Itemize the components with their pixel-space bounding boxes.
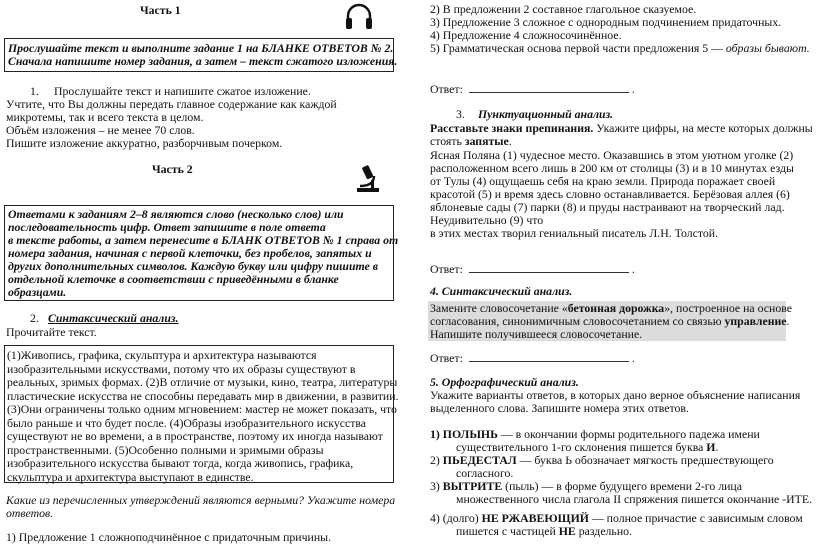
answer-label: Ответ: <box>430 262 463 276</box>
task1-line: Учтите, что Вы должны передать главное содержание как каждой <box>6 97 337 111</box>
part2-box-line: образцами. <box>8 285 67 299</box>
task1-instruction-box <box>4 38 398 72</box>
answer-option-5 <box>430 42 810 55</box>
t5o4-rest: — полное причастие с зависимым словом <box>588 511 803 525</box>
text-line: существуют не во времени, а в пространстве, поэтому их иногда называют <box>7 429 383 443</box>
t5o3-num: 3) <box>430 479 440 493</box>
task4-title: 4. Синтаксический анализ. <box>430 284 573 298</box>
task5-title: 5. Орфографический анализ. <box>430 375 579 389</box>
t5o1-l2-post: . <box>715 440 719 454</box>
answer-field[interactable] <box>469 351 629 362</box>
question-line: ответов. <box>6 506 54 520</box>
t5o4-num: 4) <box>430 511 440 525</box>
task3-instr2-post: . <box>508 134 512 148</box>
headphones-icon <box>344 2 374 32</box>
text-line: было раньше и что будет после. (4)Образы изобразительного искусства <box>7 415 367 430</box>
task5-option-4-l2 <box>456 525 632 538</box>
task2-number: 2. <box>30 311 39 325</box>
task4-line-3: Напишите получившееся словосочетание. <box>430 327 643 341</box>
t5o4-bold: НЕ РЖАВЕЮЩИЙ <box>481 511 589 525</box>
t5o3-bold: ВЫТРИТЕ <box>442 479 503 493</box>
task3-instruction-2 <box>430 135 512 148</box>
t5o3-rest: (пыль) — в форме будущего времени 2-го лица <box>502 479 742 493</box>
task3-number: 3. <box>456 107 465 121</box>
answer-row-2 <box>430 82 635 96</box>
task1-number: 1. <box>30 84 39 98</box>
task3-text-line: красотой (5) и время здесь словно останавливается. Берёзовая аллея (6) <box>430 187 790 201</box>
answer-dot: . <box>631 82 635 96</box>
task4-l2-pre: согласования, синонимичным словосочетанием со связью <box>430 314 725 328</box>
t5o4-l2-post: раздельно. <box>575 524 632 538</box>
text-line: (3)Они ограничены только одним мгновением: мастер не может показать, что <box>7 402 397 416</box>
answer-row-3 <box>430 262 635 276</box>
question-line: Какие из перечисленных утверждений являются верными? Укажите номера <box>6 493 396 507</box>
option5-text: 5) Грамматическая основа первой части предложения 5 — <box>430 41 726 55</box>
part2-title: Часть 2 <box>152 162 193 176</box>
task4-l2-post: . <box>786 314 790 328</box>
task2-title: Синтаксический анализ. <box>48 311 179 325</box>
text-line: изобразительными искусствами, потому что их образы существуют в <box>7 361 356 376</box>
task4-l1-pre: Замените словосочетание « <box>430 301 568 315</box>
t5o1-num: 1) <box>430 427 440 441</box>
part1-title: Часть 1 <box>140 3 181 17</box>
reading-text-box <box>4 345 399 484</box>
t5o1-l2-bold: И <box>706 440 716 454</box>
answer-dot: . <box>631 262 635 276</box>
t5o1-l2-pre: существительного 1-го склонения пишется буква <box>456 440 707 454</box>
text-line: реальных, зримых формах. (2)В отличие от музыки, кино, театра, литературы <box>7 375 398 389</box>
t5o4-l2-bold: НЕ <box>558 524 576 538</box>
task4-l1-bold: бетонная дорожка <box>567 301 665 315</box>
text-line: пластические искусства не способны передавать мир в движении, в развитии. <box>7 388 399 403</box>
task1-line: микротемы, так и всего текста в целом. <box>6 110 204 124</box>
part2-box-line: последовательность цифр. Ответ запишите в поле ответа <box>8 220 326 234</box>
task3-text-line: расположенном всего лишь в 200 км от столицы (3) и в 10 минутах езды <box>430 161 794 175</box>
right-page <box>416 0 816 546</box>
part2-box-line: номера задания, начиная с первой клеточки, без пробелов, запятых и <box>8 246 372 260</box>
task4-l1-post: », построенное на основе <box>664 301 792 315</box>
task3-instruction-bold: Расставьте знаки препинания. <box>430 121 594 135</box>
part2-box-line: в тексте работы, а затем перенесите в БЛАНК ОТВЕТОВ № 1 справа от <box>8 233 399 247</box>
task3-instruction-rest: Укажите цифры, на месте которых должны <box>593 121 813 135</box>
part2-box-line: Ответами к заданиям 2–8 являются слово (несколько слов) или <box>8 207 344 221</box>
t5o1-rest: — в окончании формы родительного падежа имени <box>497 427 760 441</box>
text-line: изобразительного искусства бывают тогда, когда живопись, графика, <box>7 456 354 470</box>
task5-option-2-l2: согласного. <box>456 466 514 480</box>
t5o2-num: 2) <box>430 453 440 467</box>
task5-line: Укажите варианты ответов, в которых дано верное объяснение написания <box>430 388 801 402</box>
task2-intro: Прочитайте текст. <box>6 325 97 339</box>
t5o4-l2-pre: пишется с частицей <box>456 524 559 538</box>
part2-box-line: отдельной клеточке в соответствии с приведёнными в бланке <box>8 272 339 286</box>
task1-box-line: Прослушайте текст и выполните задание 1 на БЛАНКЕ ОТВЕТОВ № 2. <box>8 41 394 55</box>
answer-field[interactable] <box>469 82 629 93</box>
answer-label: Ответ: <box>430 82 463 96</box>
answer-option-3: 3) Предложение 3 сложное с однородным подчинением придаточных. <box>430 15 782 29</box>
part2-box-line: других дополнительных символов. Каждую букву или цифру пишите в <box>8 259 379 273</box>
task1-line: Прослушайте текст и напишите сжатое изложение. <box>54 84 311 98</box>
answer-option-4: 4) Предложение 4 сложносочинённое. <box>430 28 622 42</box>
answer-dot: . <box>631 351 635 365</box>
task3-text-line: Ясная Поляна (1) чудесное место. Оказавшись в этом уютном уголке (2) <box>430 148 794 162</box>
task1-line: Объём изложения – не менее 70 слов. <box>6 123 195 137</box>
left-page <box>0 0 400 546</box>
task3-text-line: Неудивительно (9) что <box>430 213 544 227</box>
task5-line: выделенного слова. Запишите номера этих ответов. <box>430 401 689 415</box>
answer-field[interactable] <box>469 262 629 273</box>
microscope-icon <box>354 164 382 194</box>
t5o2-rest: — буква Ь обозначает мягкость предшествующего <box>516 453 774 467</box>
text-line: пространственными. (5)Особенно полными и зримыми образы <box>7 442 324 457</box>
answer-row-4 <box>430 351 635 365</box>
part2-instruction-box <box>4 205 399 301</box>
answer-label: Ответ: <box>430 351 463 365</box>
t5o4-pre: (долго) <box>439 511 482 525</box>
task4-l2-bold: управление <box>724 314 787 328</box>
task1-line: Пишите изложение аккуратно, разборчивым почерком. <box>6 136 283 150</box>
option5-italic: образы бывают. <box>725 41 810 55</box>
task3-text-line: яблоневые сады (7) парки (8) и пруды настраивают на творческий лад. <box>430 200 785 214</box>
task3-title: Пунктуационный анализ. <box>478 107 614 121</box>
t5o2-bold: ПЬЕДЕСТАЛ <box>442 453 517 467</box>
task3-instr2-pre: стоять <box>430 134 465 148</box>
text-line: скульптура и архитектура выступают в единстве. <box>7 469 254 484</box>
t5o1-bold: ПОЛЫНЬ <box>442 427 498 441</box>
task1-box-line: Сначала напишите номер задания, а затем – текст сжатого изложения. <box>8 54 398 68</box>
answer-option-1: 1) Предложение 1 сложноподчинённое с придаточным причины. <box>6 530 332 544</box>
text-line: (1)Живопись, графика, скульптура и архитектура называются <box>7 348 317 362</box>
task3-text-line: от Тулы (4) ощущаешь себя на краю земли. Природа поражает своей <box>430 174 776 188</box>
task5-option-3-l2: множественного числа глагола II спряжения пишется окончание -ИТЕ. <box>456 492 813 506</box>
answer-option-2: 2) В предложении 2 составное глагольное сказуемое. <box>430 2 697 16</box>
task3-instr2-bold: запятые <box>464 134 509 148</box>
task3-text-line: в этих местах творил гениальный писатель Л.Н. Толстой. <box>430 226 719 240</box>
